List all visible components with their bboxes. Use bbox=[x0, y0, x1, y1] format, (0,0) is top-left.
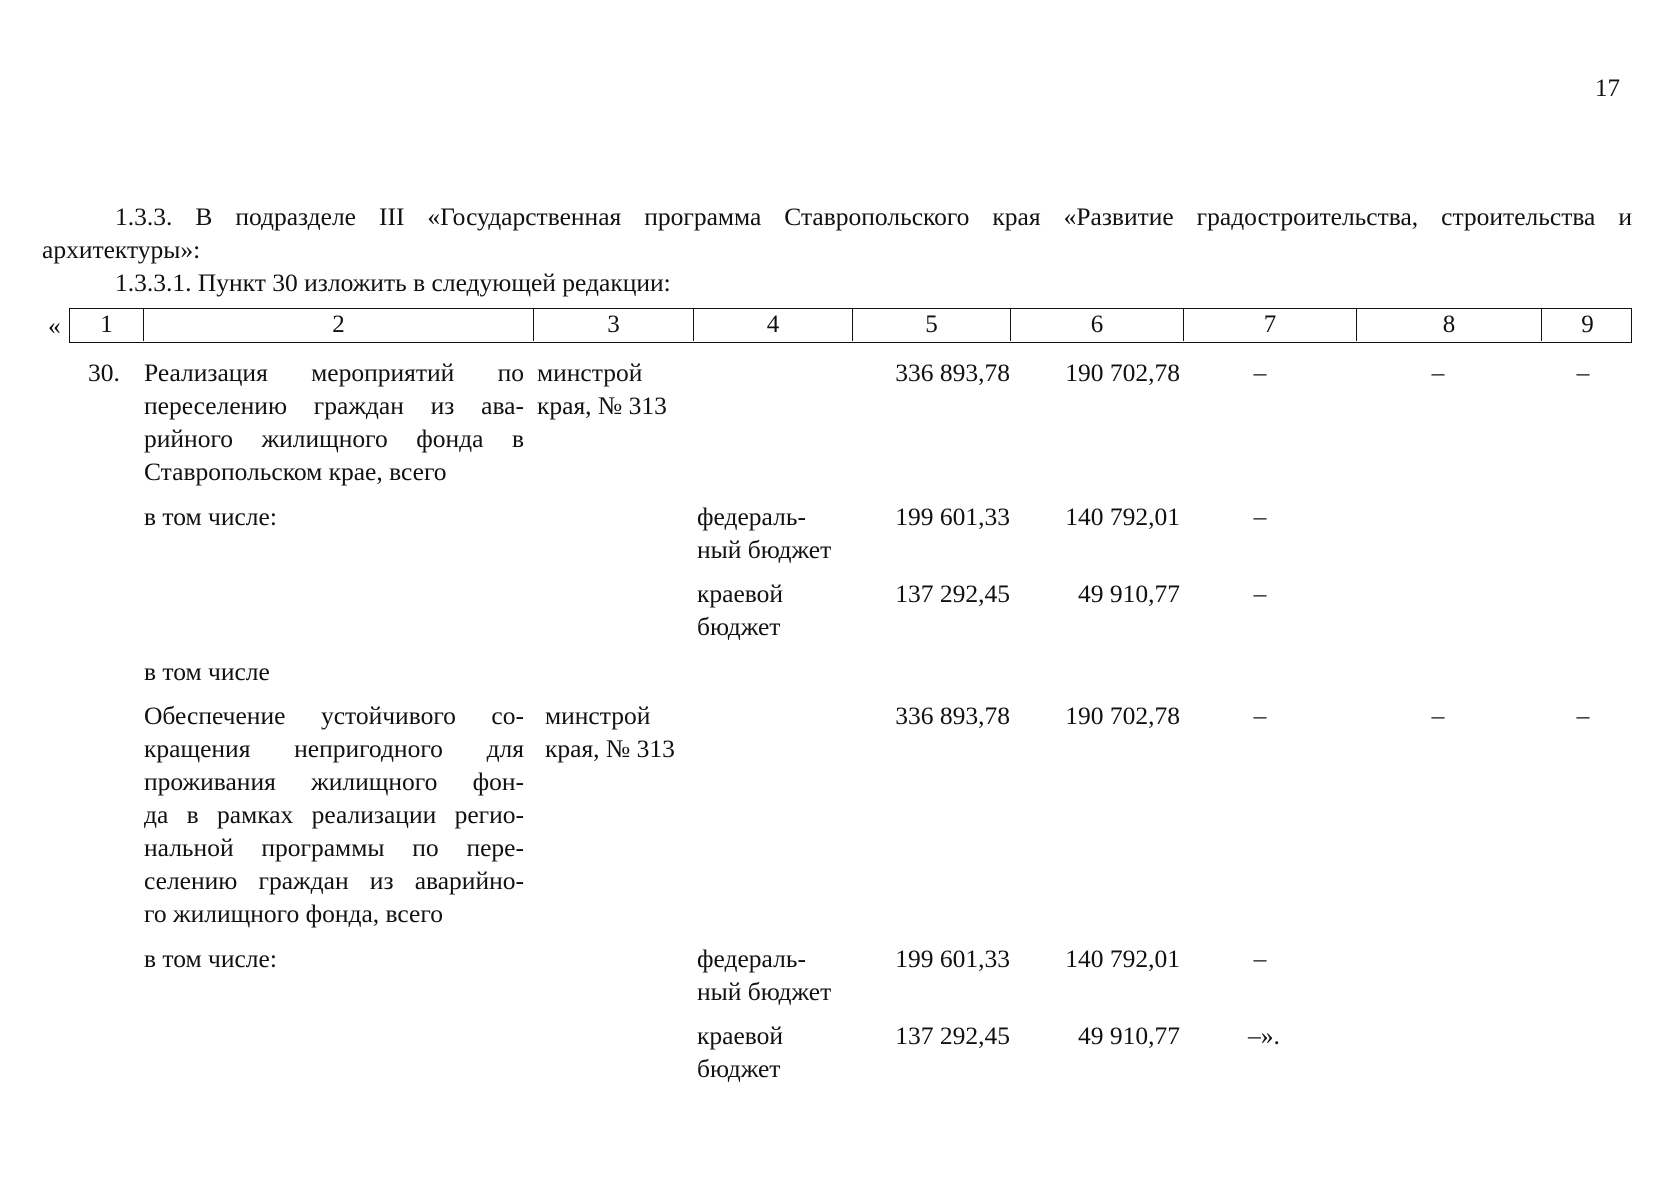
row-30-federal-col5: 199 601,33 bbox=[895, 502, 1010, 531]
row-30-number: 30. bbox=[88, 358, 120, 387]
row-30-including-label: в том числе: bbox=[144, 502, 277, 531]
sub-row-name-line-6: селению граждан из аварийно- bbox=[144, 866, 524, 895]
row-30-col8: – bbox=[1431, 358, 1445, 387]
row-30-col7: – bbox=[1253, 358, 1267, 387]
sub-row-federal-col7: – bbox=[1253, 944, 1267, 973]
row-30-name-line-2: переселению граждан из ава- bbox=[144, 391, 524, 420]
sub-row-regional-col6: 49 910,77 bbox=[1078, 1021, 1180, 1050]
row-30-federal-source-line-1: федераль- bbox=[697, 502, 806, 531]
header-cell-4: 4 bbox=[693, 309, 852, 341]
sub-row-regional-col5: 137 292,45 bbox=[895, 1021, 1010, 1050]
row-30-regional-col7: – bbox=[1253, 579, 1267, 608]
sub-row-col5: 336 893,78 bbox=[895, 701, 1010, 730]
sub-row-name-line-1: Обеспечение устойчивого со- bbox=[144, 701, 524, 730]
sub-row-executor-line-2: края, № 313 bbox=[545, 734, 675, 763]
header-cell-6: 6 bbox=[1010, 309, 1183, 341]
sub-row-federal-col6: 140 792,01 bbox=[1065, 944, 1180, 973]
intro-subparagraph: 1.3.3.1. Пункт 30 изложить в следующей редакции: bbox=[115, 268, 671, 297]
sub-row-name-line-3: проживания жилищного фон- bbox=[144, 767, 524, 796]
page-number: 17 bbox=[1595, 75, 1620, 102]
sub-row-name-line-5: нальной программы по пере- bbox=[144, 833, 524, 862]
sub-row-name-line-2: кращения непригодного для bbox=[144, 734, 524, 763]
header-cell-8: 8 bbox=[1356, 309, 1541, 341]
row-30-col5: 336 893,78 bbox=[895, 358, 1010, 387]
header-cell-5: 5 bbox=[852, 309, 1010, 341]
table-header-row bbox=[69, 308, 1632, 343]
row-30-executor-line-2: края, № 313 bbox=[537, 391, 667, 420]
row-30-regional-col5: 137 292,45 bbox=[895, 579, 1010, 608]
header-cell-7: 7 bbox=[1183, 309, 1356, 341]
sub-row-col8: – bbox=[1431, 701, 1445, 730]
sub-row-regional-source-line-2: бюджет bbox=[697, 1054, 781, 1083]
row-30-col6: 190 702,78 bbox=[1065, 358, 1180, 387]
sub-row-col9: – bbox=[1576, 701, 1590, 730]
row-30-name-line-4: Ставропольском крае, всего bbox=[144, 457, 447, 486]
intro-paragraph-line-2: архитектуры»: bbox=[42, 235, 201, 264]
sub-row-regional-col7: –». bbox=[1248, 1021, 1280, 1050]
sub-row-executor-line-1: минстрой bbox=[545, 701, 651, 730]
table-open-quote: « bbox=[48, 311, 61, 340]
header-cell-9: 9 bbox=[1541, 309, 1633, 341]
sub-row-name-line-7: го жилищного фонда, всего bbox=[144, 899, 443, 928]
sub-row-name-line-4: да в рамках реализации регио- bbox=[144, 800, 524, 829]
row-30-federal-col6: 140 792,01 bbox=[1065, 502, 1180, 531]
row-30-federal-source-line-2: ный бюджет bbox=[697, 535, 832, 564]
intro-paragraph-line-1: 1.3.3. В подразделе III «Государственная программа Ставропольского края «Развитие градостроительства, строительства и bbox=[115, 202, 1632, 231]
row-30-col9: – bbox=[1576, 358, 1590, 387]
row-30-regional-source-line-2: бюджет bbox=[697, 612, 781, 641]
row-30-regional-col6: 49 910,77 bbox=[1078, 579, 1180, 608]
sub-row-col7: – bbox=[1253, 701, 1267, 730]
sub-row-including-label: в том числе: bbox=[144, 944, 277, 973]
sub-row-federal-col5: 199 601,33 bbox=[895, 944, 1010, 973]
including-label-2: в том числе bbox=[144, 657, 270, 686]
sub-row-regional-source-line-1: краевой bbox=[697, 1021, 784, 1050]
header-cell-1: 1 bbox=[100, 311, 113, 338]
row-30-name-line-1: Реализация мероприятий по bbox=[144, 358, 524, 387]
sub-row-federal-source-line-1: федераль- bbox=[697, 944, 806, 973]
row-30-executor-line-1: минстрой bbox=[537, 358, 643, 387]
sub-row-col6: 190 702,78 bbox=[1065, 701, 1180, 730]
row-30-federal-col7: – bbox=[1253, 502, 1267, 531]
row-30-regional-source-line-1: краевой bbox=[697, 579, 784, 608]
sub-row-federal-source-line-2: ный бюджет bbox=[697, 977, 832, 1006]
row-30-name-line-3: рийного жилищного фонда в bbox=[144, 424, 524, 453]
header-cell-3: 3 bbox=[533, 309, 693, 341]
header-cell-2: 2 bbox=[143, 309, 533, 341]
